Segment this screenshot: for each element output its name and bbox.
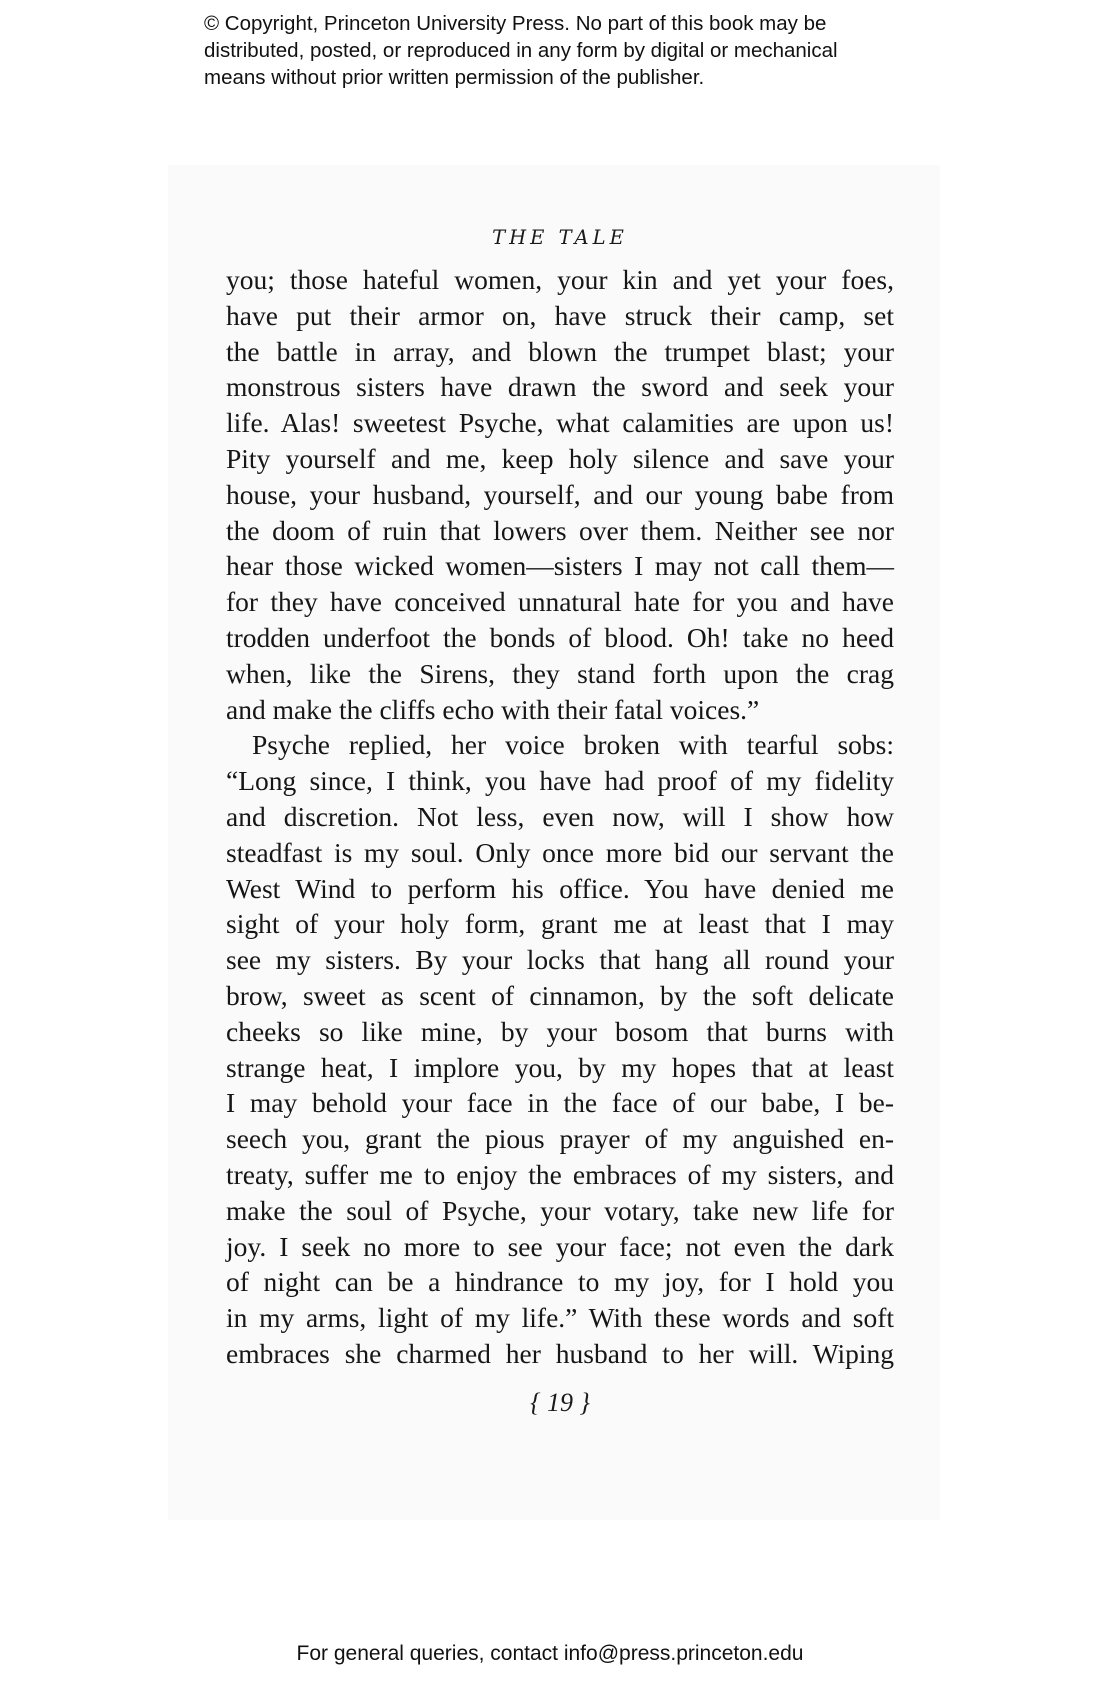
text-line: in my arms, light of my life.” With these words and soft [226, 1302, 894, 1334]
text-line: the battle in array, and blown the trumpet blast; your [226, 335, 894, 367]
text-line: embraces she charmed her husband to her will. Wiping [226, 1337, 894, 1369]
text-line: trodden underfoot the bonds of blood. Oh! take no heed [226, 621, 894, 653]
copyright-line: © Copyright, Princeton University Press. No part of this book may be [204, 12, 827, 35]
text-line: when, like the Sirens, they stand forth upon the crag [226, 657, 894, 689]
text-line: I may behold your face in the face of our babe, I be- [226, 1087, 894, 1119]
text-line: joy. I seek no more to see your face; not even the dark [226, 1230, 894, 1262]
text-line: see my sisters. By your locks that hang all round your [226, 944, 894, 976]
text-line: Pity yourself and me, keep holy silence and save your [226, 442, 894, 474]
copyright-line: means without prior written permission of the publisher. [204, 66, 705, 89]
text-line: seech you, grant the pious prayer of my anguished en- [226, 1123, 894, 1155]
text-line: house, your husband, yourself, and our young babe from [226, 478, 894, 510]
text-line: and make the cliffs echo with their fatal voices.” [226, 693, 760, 725]
text-line: have put their armor on, have struck their camp, set [226, 299, 894, 331]
text-line: steadfast is my soul. Only once more bid our servant the [226, 836, 894, 868]
text-line: Psyche replied, her voice broken with tearful sobs: [252, 729, 894, 761]
text-line: sight of your holy form, grant me at least that I may [226, 908, 894, 940]
text-line: the doom of ruin that lowers over them. Neither see nor [226, 514, 894, 546]
text-line: make the soul of Psyche, your votary, take new life for [226, 1194, 894, 1226]
text-line: hear those wicked women—sisters I may not call them— [226, 550, 894, 582]
text-line: for they have conceived unnatural hate for you and have [226, 586, 894, 618]
copyright-notice [204, 10, 924, 91]
text-line: you; those hateful women, your kin and yet your foes, [226, 264, 894, 295]
text-line: “Long since, I think, you have had proof of my fidelity [226, 765, 894, 797]
text-line: of night can be a hindrance to my joy, for I hold you [226, 1266, 894, 1298]
text-line: brow, sweet as scent of cinnamon, by the soft delicate [226, 979, 894, 1011]
contact-footer: For general queries, contact info@press.princeton.edu [296, 1642, 804, 1665]
page-number: { 19 } [530, 1388, 590, 1417]
text-line: monstrous sisters have drawn the sword and seek your [226, 371, 894, 403]
text-line: life. Alas! sweetest Psyche, what calamities are upon us! [226, 407, 894, 439]
text-line: treaty, suffer me to enjoy the embraces of my sisters, and [226, 1158, 894, 1190]
text-line: West Wind to perform his office. You have denied me [226, 872, 894, 904]
body-text [226, 262, 894, 1372]
text-line: strange heat, I implore you, by my hopes that at least [226, 1051, 894, 1083]
text-line: cheeks so like mine, by your bosom that burns with [226, 1015, 894, 1047]
copyright-line: distributed, posted, or reproduced in any form by digital or mechanical [204, 39, 838, 62]
running-head: THE TALE [492, 226, 628, 249]
text-line: and discretion. Not less, even now, will I show how [226, 800, 894, 832]
